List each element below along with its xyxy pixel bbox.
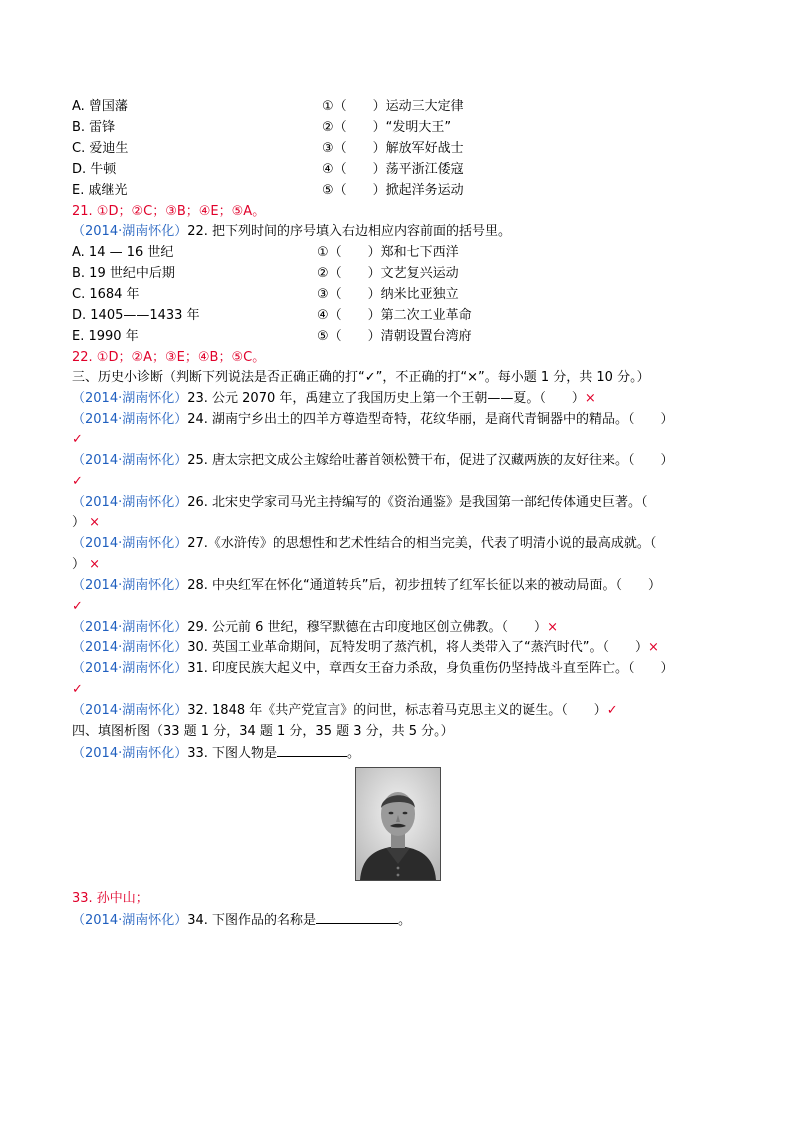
question-text: 。	[398, 913, 412, 928]
match-left: C. 1684 年	[72, 287, 140, 302]
wrong-mark: ×	[648, 640, 659, 655]
answer-blank	[277, 743, 347, 757]
correct-mark: ✓	[72, 432, 83, 447]
question-text: 26. 北宋史学家司马光主持编写的《资治通鉴》是我国第一部纪传体通史巨著。（	[187, 495, 648, 510]
match-left: B. 雷锋	[72, 120, 116, 135]
source-tag: （2014·湖南怀化）	[72, 640, 188, 655]
question-text: 24. 湖南宁乡出土的四羊方尊造型奇特，花纹华丽，是商代青铜器中的精品。（ ）	[187, 412, 674, 427]
match-left: E. 1990 年	[72, 329, 139, 344]
question-text: 29. 公元前 6 世纪，穆罕默德在古印度地区创立佛教。（ ）	[187, 620, 548, 635]
match-row	[72, 97, 718, 117]
match-row	[72, 285, 718, 305]
question-text: 31. 印度民族大起义中，章西女王奋力杀敌，身负重伤仍坚持战斗直至阵亡。（ ）	[187, 661, 674, 676]
source-tag: （2014·湖南怀化）	[72, 224, 188, 239]
question-text: 25. 唐太宗把文成公主嫁给吐蕃首领松赞干布，促进了汉藏两族的友好往来。（ ）	[187, 453, 674, 468]
match-right: ①（ ）运动三大定律	[322, 99, 464, 114]
question-26-cont	[72, 513, 718, 533]
match-row	[72, 243, 718, 263]
question-text: ）	[72, 557, 86, 572]
match-left: C. 爱迪生	[72, 141, 129, 156]
question-31	[72, 659, 718, 679]
answer-21: 21. ①D；②C；③B；④E；⑤A。	[72, 204, 266, 219]
answer-blank	[316, 910, 398, 924]
question-text: 32. 1848 年《共产党宣言》的问世，标志着马克思主义的诞生。（ ）	[187, 703, 607, 718]
source-tag: （2014·湖南怀化）	[72, 495, 188, 510]
source-tag: （2014·湖南怀化）	[72, 453, 188, 468]
wrong-mark: ×	[584, 391, 596, 406]
match-row	[72, 160, 718, 180]
question-28	[72, 576, 718, 596]
question-text: 。	[347, 746, 361, 761]
question-25	[72, 451, 718, 471]
correct-mark: ✓	[72, 682, 83, 697]
question-24	[72, 410, 718, 430]
match-right: ③（ ）解放军好战士	[322, 141, 464, 156]
source-tag: （2014·湖南怀化）	[72, 703, 188, 718]
match-row	[72, 139, 718, 159]
question-33	[72, 743, 718, 763]
answer-22: 22. ①D；②A；③E；④B；⑤C。	[72, 350, 266, 365]
source-tag: （2014·湖南怀化）	[72, 620, 188, 635]
section-3-title: 三、历史小诊断（判断下列说法是否正确正确的打“✓”，不正确的打“×”。每小题 1 分，共 10 分。）	[72, 370, 650, 385]
source-tag: （2014·湖南怀化）	[72, 913, 188, 928]
question-34	[72, 910, 718, 930]
portrait-icon	[356, 768, 440, 880]
match-right: ③（ ）纳米比亚独立	[317, 287, 459, 302]
match-row	[72, 181, 718, 201]
match-left: D. 1405——1433 年	[72, 308, 200, 323]
match-row	[72, 327, 718, 347]
section-4-title: 四、填图析图（33 题 1 分，34 题 1 分，35 题 3 分，共 5 分。）	[72, 724, 454, 739]
match-left: A. 曾国藩	[72, 99, 128, 114]
question-27	[72, 534, 718, 554]
question-27-cont	[72, 555, 718, 575]
question-text: 33. 下图人物是	[187, 746, 278, 761]
match-row	[72, 306, 718, 326]
source-tag: （2014·湖南怀化）	[72, 536, 188, 551]
source-tag: （2014·湖南怀化）	[72, 661, 188, 676]
match-left: B. 19 世纪中后期	[72, 266, 175, 281]
question-23	[72, 389, 718, 409]
match-right: ②（ ）文艺复兴运动	[317, 266, 459, 281]
question-text: 28. 中央红军在怀化“通道转兵”后，初步扭转了红军长征以来的被动局面。（ ）	[187, 578, 661, 593]
match-left: D. 牛顿	[72, 162, 117, 177]
question-text: 34. 下图作品的名称是	[187, 913, 317, 928]
match-right: ④（ ）第二次工业革命	[317, 308, 472, 323]
match-right: ⑤（ ）掀起洋务运动	[322, 183, 464, 198]
match-left: E. 戚继光	[72, 183, 128, 198]
answer-33: 33. 孙中山；	[72, 891, 149, 906]
correct-mark: ✓	[606, 703, 618, 718]
question-text: 23. 公元 2070 年，禹建立了我国历史上第一个王朝——夏。（ ）	[187, 391, 585, 406]
source-tag: （2014·湖南怀化）	[72, 412, 188, 427]
question-text: 27.《水浒传》的思想性和艺术性结合的相当完美，代表了明清小说的最高成就。（	[187, 536, 657, 551]
source-tag: （2014·湖南怀化）	[72, 391, 188, 406]
match-row	[72, 264, 718, 284]
question-32	[72, 701, 718, 721]
match-right: ②（ ）“发明大王”	[322, 120, 452, 135]
portrait-photo	[355, 767, 441, 881]
question-26	[72, 493, 718, 513]
source-tag: （2014·湖南怀化）	[72, 578, 188, 593]
match-row	[72, 118, 718, 138]
source-tag: （2014·湖南怀化）	[72, 746, 188, 761]
match-right: ①（ ）郑和七下西洋	[317, 245, 459, 260]
wrong-mark: ×	[89, 515, 101, 530]
question-text: 30. 英国工业革命期间，瓦特发明了蒸汽机，将人类带入了“蒸汽时代”。（ ）	[187, 640, 648, 655]
question-30	[72, 638, 718, 658]
match-left: A. 14 — 16 世纪	[72, 245, 174, 260]
wrong-mark: ×	[547, 620, 558, 635]
wrong-mark: ×	[89, 557, 101, 572]
question-29	[72, 618, 718, 638]
match-right: ⑤（ ）清朝设置台湾府	[317, 329, 472, 344]
question-22	[72, 222, 718, 242]
correct-mark: ✓	[72, 599, 83, 614]
question-stem: 22. 把下列时间的序号填入右边相应内容前面的括号里。	[187, 224, 512, 239]
question-text: ）	[72, 515, 86, 530]
match-right: ④（ ）荡平浙江倭寇	[322, 162, 464, 177]
correct-mark: ✓	[72, 474, 83, 489]
